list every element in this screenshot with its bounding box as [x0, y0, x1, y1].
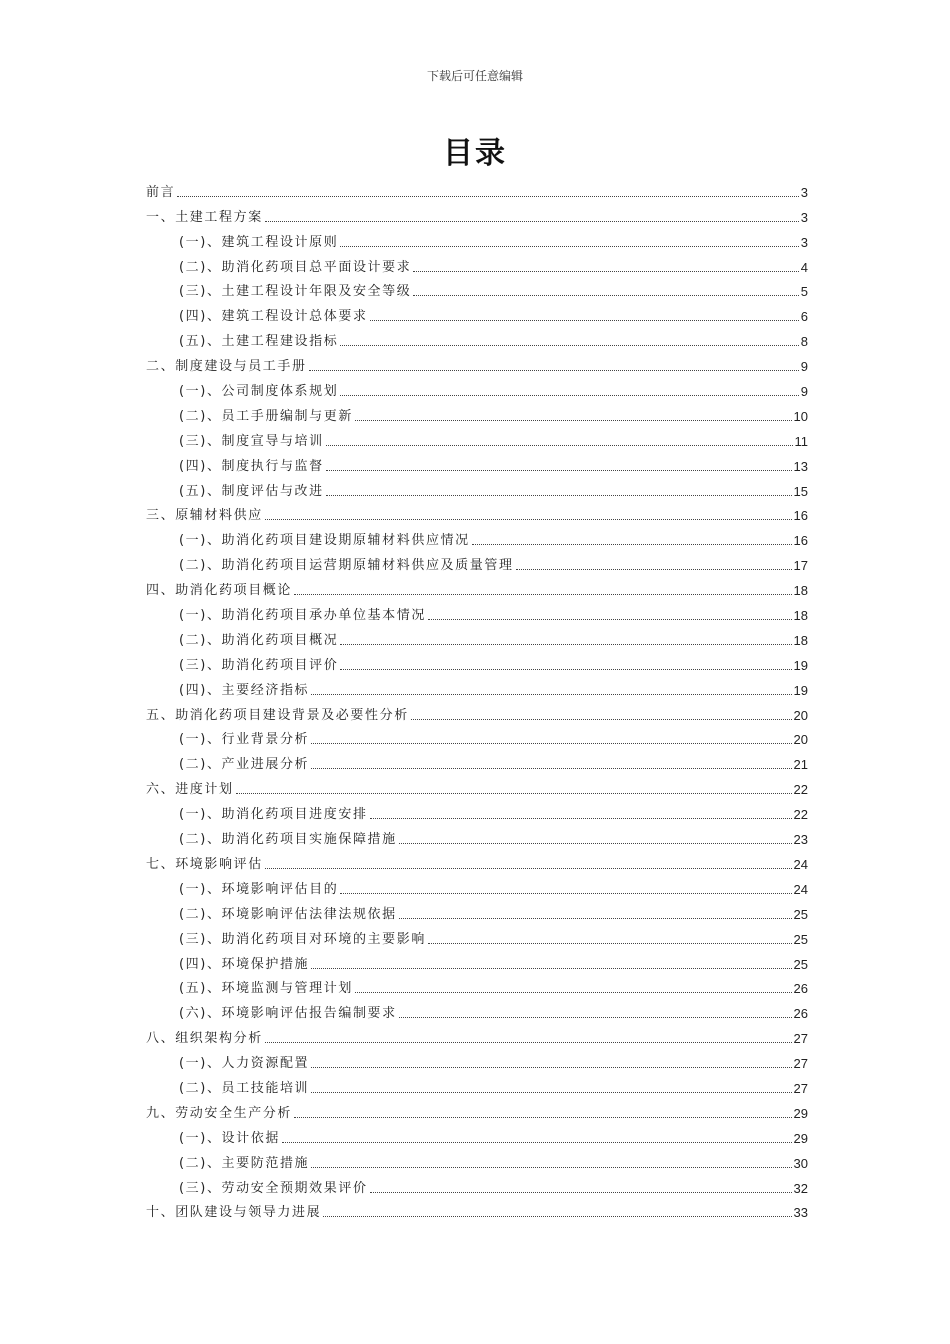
toc-entry[interactable]: [146, 873, 808, 898]
toc-leader-dots: [355, 419, 792, 421]
toc-entry-page: 18: [793, 608, 808, 624]
toc-leader-dots: [282, 1141, 792, 1143]
toc-leader-dots: [265, 867, 792, 869]
toc-entry-page: 3: [800, 209, 808, 225]
toc-entry[interactable]: [146, 1197, 808, 1222]
toc-title: 目录: [443, 136, 507, 171]
toc-leader-dots: [340, 643, 791, 645]
toc-entry-page: 30: [793, 1155, 808, 1171]
toc-entry[interactable]: [146, 1122, 808, 1147]
toc-leader-dots: [265, 518, 792, 520]
toc-leader-dots: [399, 1016, 792, 1018]
toc-leader-dots: [311, 1091, 791, 1093]
toc-leader-dots: [355, 991, 792, 993]
toc-entry[interactable]: [146, 1022, 808, 1047]
toc-entry[interactable]: [146, 276, 808, 301]
toc-entry[interactable]: [146, 251, 808, 276]
toc-entry-page: 27: [793, 1056, 808, 1072]
toc-entry-label: 七、环境影响评估: [146, 856, 263, 872]
toc-entry-page: 3: [800, 234, 808, 250]
toc-leader-dots: [413, 294, 798, 296]
table-of-contents: [146, 176, 808, 1221]
toc-leader-dots: [340, 245, 798, 247]
toc-entry[interactable]: [146, 574, 808, 599]
toc-leader-dots: [399, 842, 792, 844]
toc-entry[interactable]: [146, 450, 808, 475]
toc-entry-page: 20: [793, 707, 808, 723]
toc-leader-dots: [265, 1041, 792, 1043]
toc-entry-label: (二)、主要防范措施: [179, 1155, 310, 1171]
toc-leader-dots: [311, 693, 791, 695]
toc-entry-page: 3: [800, 184, 808, 200]
toc-entry[interactable]: [146, 748, 808, 773]
toc-entry-label: (三)、制度宣导与培训: [179, 433, 324, 449]
toc-entry-page: 18: [793, 583, 808, 599]
toc-entry-label: (二)、员工技能培训: [179, 1080, 310, 1096]
toc-leader-dots: [311, 1166, 791, 1168]
toc-entry[interactable]: [146, 624, 808, 649]
toc-entry[interactable]: [146, 201, 808, 226]
toc-entry[interactable]: [146, 425, 808, 450]
toc-entry-page: 9: [800, 384, 808, 400]
toc-entry-page: 11: [794, 433, 808, 449]
toc-entry-label: (二)、员工手册编制与更新: [179, 408, 353, 424]
toc-entry-page: 9: [800, 359, 808, 375]
toc-entry[interactable]: [146, 898, 808, 923]
toc-leader-dots: [294, 593, 792, 595]
toc-entry-page: 27: [793, 1031, 808, 1047]
toc-leader-dots: [413, 270, 798, 272]
toc-entry-page: 16: [793, 533, 808, 549]
toc-entry[interactable]: [146, 773, 808, 798]
toc-entry-page: 25: [793, 931, 808, 947]
toc-leader-dots: [472, 543, 792, 545]
toc-entry[interactable]: [146, 699, 808, 724]
toc-entry-page: 29: [793, 1130, 808, 1146]
toc-entry-page: 4: [800, 259, 808, 275]
toc-entry[interactable]: [146, 798, 808, 823]
toc-entry-label: (一)、助消化药项目承办单位基本情况: [179, 608, 426, 624]
toc-entry[interactable]: [146, 226, 808, 251]
toc-entry[interactable]: [146, 823, 808, 848]
toc-entry-label: (二)、助消化药项目概况: [179, 632, 339, 648]
toc-entry-page: 29: [793, 1105, 808, 1121]
toc-entry-page: 6: [800, 309, 808, 325]
toc-leader-dots: [309, 369, 799, 371]
toc-entry-page: 5: [800, 284, 808, 300]
toc-entry-label: (四)、建筑工程设计总体要求: [179, 309, 368, 325]
toc-entry-page: 17: [793, 558, 808, 574]
toc-entry-page: 19: [793, 682, 808, 698]
toc-entry-label: (一)、助消化药项目建设期原辅材料供应情况: [179, 533, 470, 549]
toc-entry-label: (二)、环境影响评估法律法规依据: [179, 906, 397, 922]
toc-leader-dots: [411, 718, 792, 720]
toc-leader-dots: [294, 1116, 792, 1118]
toc-entry-label: (五)、制度评估与改进: [179, 483, 324, 499]
toc-entry-label: (四)、主要经济指标: [179, 682, 310, 698]
toc-entry-label: 三、原辅材料供应: [146, 508, 263, 524]
toc-entry-page: 16: [793, 508, 808, 524]
toc-leader-dots: [236, 792, 792, 794]
toc-entry-label: (一)、人力资源配置: [179, 1056, 310, 1072]
toc-leader-dots: [311, 767, 791, 769]
toc-entry-page: 15: [793, 483, 808, 499]
toc-entry-page: 8: [800, 334, 808, 350]
toc-entry[interactable]: [146, 400, 808, 425]
toc-entry-page: 19: [793, 657, 808, 673]
toc-entry[interactable]: [146, 524, 808, 549]
toc-entry-label: 二、制度建设与员工手册: [146, 359, 307, 375]
toc-leader-dots: [370, 319, 799, 321]
toc-entry-label: (一)、环境影响评估目的: [179, 881, 339, 897]
toc-entry-page: 23: [793, 832, 808, 848]
toc-entry[interactable]: [146, 1172, 808, 1197]
toc-leader-dots: [326, 444, 793, 446]
toc-entry[interactable]: [146, 1072, 808, 1097]
toc-leader-dots: [323, 1215, 791, 1217]
toc-entry[interactable]: [146, 325, 808, 350]
toc-leader-dots: [340, 394, 798, 396]
toc-entry-page: 26: [793, 981, 808, 997]
toc-entry-label: (六)、环境影响评估报告编制要求: [179, 1006, 397, 1022]
toc-entry-label: (二)、助消化药项目总平面设计要求: [179, 259, 412, 275]
toc-entry-label: (五)、土建工程建设指标: [179, 334, 339, 350]
toc-leader-dots: [311, 967, 791, 969]
toc-entry-label: 八、组织架构分析: [146, 1031, 263, 1047]
toc-entry-page: 26: [793, 1006, 808, 1022]
toc-entry[interactable]: [146, 176, 808, 201]
toc-entry-label: (四)、制度执行与监督: [179, 458, 324, 474]
toc-entry-label: 五、助消化药项目建设背景及必要性分析: [146, 707, 409, 723]
toc-entry-page: 32: [793, 1180, 808, 1196]
toc-entry[interactable]: [146, 848, 808, 873]
toc-leader-dots: [428, 942, 792, 944]
toc-entry-page: 24: [793, 856, 808, 872]
toc-entry[interactable]: [146, 674, 808, 699]
toc-leader-dots: [311, 742, 791, 744]
toc-entry-label: 十、团队建设与领导力进展: [146, 1205, 322, 1221]
toc-leader-dots: [326, 469, 792, 471]
toc-entry-label: 四、助消化药项目概论: [146, 583, 293, 599]
toc-entry-page: 10: [793, 408, 808, 424]
toc-leader-dots: [340, 344, 798, 346]
toc-entry-page: 22: [793, 807, 808, 823]
toc-entry[interactable]: [146, 1147, 808, 1172]
toc-entry[interactable]: [146, 300, 808, 325]
header-note: 下载后可任意编辑: [426, 69, 523, 83]
toc-leader-dots: [370, 817, 792, 819]
toc-entry-page: 13: [793, 458, 808, 474]
toc-entry-label: (五)、环境监测与管理计划: [179, 981, 353, 997]
toc-entry-label: (一)、助消化药项目进度安排: [179, 807, 368, 823]
toc-entry[interactable]: [146, 973, 808, 998]
toc-entry[interactable]: [146, 649, 808, 674]
toc-entry-label: (三)、助消化药项目对环境的主要影响: [179, 931, 426, 947]
toc-entry-label: (一)、设计依据: [179, 1130, 280, 1146]
toc-entry-label: 一、土建工程方案: [146, 209, 263, 225]
toc-leader-dots: [340, 668, 791, 670]
toc-leader-dots: [370, 1191, 792, 1193]
toc-entry-label: (二)、助消化药项目实施保障措施: [179, 832, 397, 848]
toc-entry-label: (三)、土建工程设计年限及安全等级: [179, 284, 412, 300]
toc-entry-page: 33: [793, 1205, 808, 1221]
toc-entry-label: 前言: [146, 184, 176, 200]
toc-entry-page: 21: [793, 757, 808, 773]
toc-entry[interactable]: [146, 923, 808, 948]
toc-leader-dots: [265, 220, 799, 222]
toc-entry[interactable]: [146, 475, 808, 500]
toc-leader-dots: [516, 568, 792, 570]
toc-entry-label: 九、劳动安全生产分析: [146, 1105, 293, 1121]
toc-entry-page: 24: [793, 881, 808, 897]
toc-entry-label: (四)、环境保护措施: [179, 956, 310, 972]
toc-entry[interactable]: [146, 724, 808, 749]
toc-entry[interactable]: [146, 549, 808, 574]
toc-entry[interactable]: [146, 500, 808, 525]
toc-leader-dots: [428, 618, 792, 620]
toc-leader-dots: [177, 195, 799, 197]
toc-entry-page: 22: [793, 782, 808, 798]
toc-entry-label: (三)、劳动安全预期效果评价: [179, 1180, 368, 1196]
toc-leader-dots: [399, 917, 792, 919]
toc-entry-label: (三)、助消化药项目评价: [179, 657, 339, 673]
toc-entry-page: 25: [793, 956, 808, 972]
toc-entry-page: 18: [793, 632, 808, 648]
toc-entry[interactable]: [146, 599, 808, 624]
toc-entry[interactable]: [146, 997, 808, 1022]
toc-leader-dots: [340, 892, 791, 894]
toc-entry[interactable]: [146, 1097, 808, 1122]
toc-entry-page: 25: [793, 906, 808, 922]
toc-entry-label: 六、进度计划: [146, 782, 234, 798]
toc-entry-label: (二)、产业进展分析: [179, 757, 310, 773]
toc-leader-dots: [311, 1066, 791, 1068]
toc-entry-label: (一)、建筑工程设计原则: [179, 234, 339, 250]
toc-entry[interactable]: [146, 1047, 808, 1072]
toc-entry[interactable]: [146, 948, 808, 973]
toc-entry-label: (二)、助消化药项目运营期原辅材料供应及质量管理: [179, 558, 514, 574]
toc-entry-label: (一)、行业背景分析: [179, 732, 310, 748]
toc-entry-page: 20: [793, 732, 808, 748]
toc-entry-label: (一)、公司制度体系规划: [179, 384, 339, 400]
toc-entry-page: 27: [793, 1080, 808, 1096]
toc-entry[interactable]: [146, 350, 808, 375]
toc-entry[interactable]: [146, 375, 808, 400]
toc-leader-dots: [326, 494, 792, 496]
